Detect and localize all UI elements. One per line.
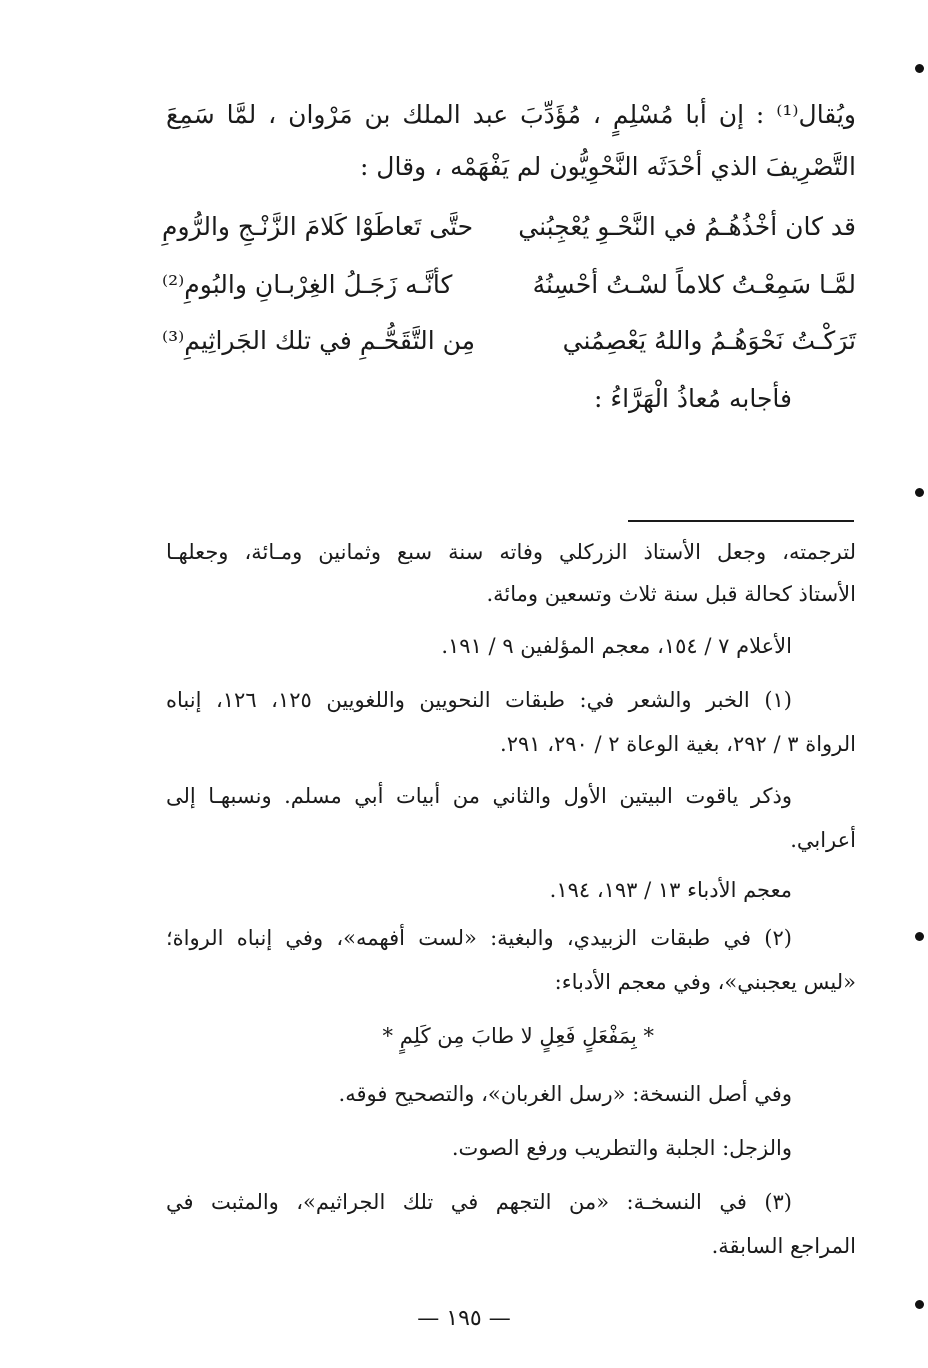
verse-3-first-hemistich: تَرَكْـتُ نَحْوَهُـمُ واللهُ يَعْصِمُني (562, 326, 856, 355)
footnote-2-verse: * بِمَفْعَلٍ فَعِلٍ لا طابَ مِن كَلِمٍ * (382, 1024, 654, 1048)
footnote-1-line-2: الرواة ٣ / ٢٩٢، بغية الوعاة ٢ / ٢٩٠، ٢٩١. (500, 732, 856, 756)
verse-2-first-hemistich: لمَّـا سَمِعْـتُ كلاماً لسْـتُ أحْسِنُهُ (532, 270, 856, 299)
verse-1-first-hemistich: قد كان أخْذُهُـمُ في النَّحْـوِ يُعْجِبُني (518, 212, 856, 241)
footnote-1-reference: معجم الأدباء ١٣ / ١٩٣، ١٩٤. (549, 878, 792, 902)
footnote-3-line-1: (٣) في النسخـة: «من التجهم في تلك الجراثيم»، والمثبت في (166, 1190, 792, 1214)
footnote-continuation-line-2: الأستاذ كحالة قبل سنة ثلاث وتسعين ومائة. (486, 582, 856, 606)
footnote-2-line-2: «ليس يعجبني»، وفي معجم الأدباء: (554, 970, 856, 994)
intro-line-1: ويُقال⁽¹⁾ : إن أبا مُسْلِمٍ ، مُؤَدِّبَ عبد الملك بن مَرْوان ، لمَّا سَمِعَ (166, 100, 856, 129)
footnote-2-line-1: (٢) في طبقات الزبيدي، والبغية: «لست أفهمه»، وفي إنباه الرواة؛ (166, 926, 792, 950)
footnote-continuation-reference: الأعلام ٧ / ١٥٤، معجم المؤلفين ٩ / ١٩١. (441, 634, 792, 658)
binding-hole-dot (915, 488, 924, 497)
reply-line: فأجابه مُعاذُ الْهَرَّاءُ : (593, 384, 792, 413)
intro-line-2: التَّصْرِيفَ الذي أحْدَثَه النَّحْوِيُّون لم يَفْهَمْه ، وقال : (359, 152, 856, 181)
verse-3-second-hemistich: مِن التَّقَحُّـمِ في تلك الجَراثِيمِ⁽³⁾ (162, 326, 476, 355)
page-number: — ١٩٥ — (417, 1306, 511, 1331)
footnote-1-line-1: (١) الخبر والشعر في: طبقات النحويين واللغويين ١٢٥، ١٢٦، إنباه (166, 688, 792, 712)
footnote-2-line-3: وفي أصل النسخة: «رسل الغربان»، والتصحيح فوقه. (338, 1082, 792, 1106)
binding-hole-dot (915, 64, 924, 73)
footnote-3-line-2: المراجع السابقة. (711, 1234, 856, 1258)
binding-hole-dot (915, 932, 924, 941)
verse-1-second-hemistich: حتَّى تَعاطَوْا كَلامَ الزَّنْـجِ والرُّومِ (162, 212, 474, 241)
footnote-1-line-3: وذكر ياقوت البيتين الأول والثاني من أبيات أبي مسلم. ونسبهـا إلى (166, 784, 792, 808)
footnote-2-line-4: والزجل: الجلبة والتطريب ورفع الصوت. (451, 1136, 792, 1160)
footnote-1-line-4: أعرابي. (790, 828, 856, 852)
footnote-continuation-line-1: لترجمته، وجعل الأستاذ الزركلي وفاته سنة سبع وثمانين ومـائة، وجعلهـا (166, 540, 856, 564)
binding-hole-dot (915, 1300, 924, 1309)
footnote-separator (628, 520, 854, 522)
verse-2-second-hemistich: كأنَّـه زَجَـلُ الغِرْبـانِ والبُومِ⁽²⁾ (162, 270, 453, 299)
